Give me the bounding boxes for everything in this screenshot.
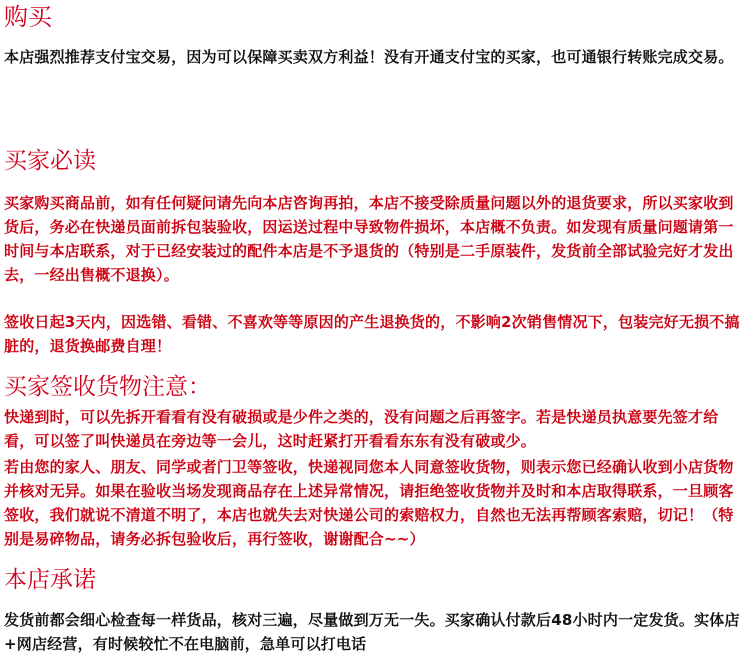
buyer-notice-paragraph-1: 买家购买商品前，如有任何疑问请先向本店咨询再拍，本店不接受除质量问题以外的退货要求，所以买家收到货后，务必在快递员面前拆包装验收，因运送过程中导致物件损坏，本店概不负责。如发现有质量问题请第一时间与本店联系，对于已经安装过的配件本店是不予退货的（特别是二手原装件，发货前全部试验完好才发出去，一经出售概不退换）。 bbox=[4, 194, 734, 284]
buyer-notice-title: 买家必读 bbox=[4, 148, 96, 174]
purchase-title: 购买 bbox=[4, 3, 52, 31]
receipt-title: 买家签收货物注意： bbox=[4, 374, 211, 400]
promise-title: 本店承诺 bbox=[4, 567, 96, 593]
receipt-paragraph-1: 快递到时，可以先拆开看看有没有破损或是少件之类的，没有问题之后再签字。若是快递员执意要先签才给看，可以签了叫快递员在旁边等一会儿，这时赶紧打开看看东东有没有破或少。 bbox=[4, 408, 719, 450]
purchase-text: 本店强烈推荐支付宝交易，因为可以保障买卖双方利益！没有开通支付宝的买家，也可通银行转账完成交易。 bbox=[4, 48, 734, 66]
promise-text: 发货前都会细心检查每一样货品，核对三遍，尽量做到万无一失。买家确认付款后48小时内一定发货。实体店+网店经营，有时候较忙不在电脑前，急单可以打电话 bbox=[4, 611, 740, 653]
receipt-paragraph-2: 若由您的家人、朋友、同学或者门卫等签收，快递视同您本人同意签收货物，则表示您已经确认收到小店货物并核对无异。如果在验收当场发现商品存在上述异常情况，请拒绝签收货物并及时和本店取得联系，一旦顾客签收，我们就说不清道不明了，本店也就失去对快递公司的索赔权力，自然也无法再帮顾客索赔，切记！（特别是易碎物品，请务必拆包验收后，再行签收，谢谢配合~~） bbox=[4, 458, 734, 548]
buyer-notice-paragraph-2: 签收日起3天内，因选错、看错、不喜欢等等原因的产生退换货的，不影响2次销售情况下，包装完好无损不搞脏的，退货换邮费自理！ bbox=[4, 313, 740, 355]
